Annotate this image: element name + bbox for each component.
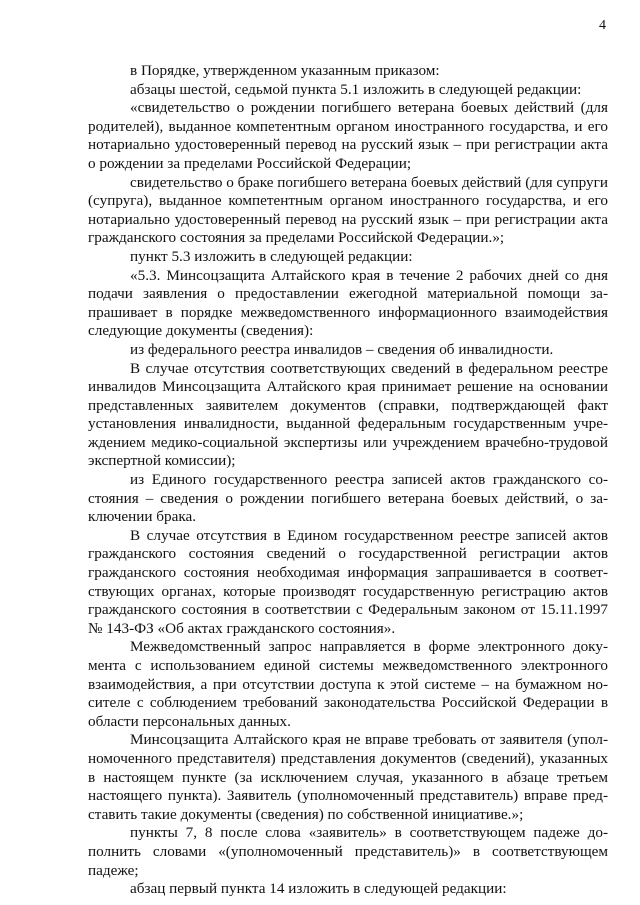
paragraph: абзац первый пункта 14 изложить в следующей редакции: [130,880,507,898]
paragraph: в Порядке, утвержденном указанным приказом: [130,62,440,79]
paragraph: пункты 7, 8 после слова «заявитель» в соответствующем падеже дополнить словами «(уполномоченный представитель)» в соответствующем падеже; [88,824,608,879]
paragraph: «5.3. Минсоцзащита Алтайского края в течение 2 рабочих дней со дня подачи заявления о предоставлении ежегодной материальной помощи запрашивает в порядке межведомственного информационного взаимодействия следующие документы (сведения): [88,266,608,340]
paragraph: Межведомственный запрос направляется в форме электронного документа с использованием единой системы межведомственного электронного взаимодействия, а при отсутствии доступа к этой системе – на бумажном носителе с соблюдением требований законодательства Российской Федерации в области персональных данных. [88,638,608,730]
document-body [88,62,608,899]
paragraph: свидетельство о браке погибшего ветерана боевых действий (для супруги (супруга), выданное компетентным органом иностранного государства, и его нотариально удостоверенный перевод на русский язык – при регистрации акта гражданского состояния за пределами Российской Федерации.»; [88,173,608,247]
paragraph: из Единого государственного реестра записей актов гражданского состояния – сведения о рождении погибшего ветерана боевых действий, о заключении брака. [88,471,608,526]
paragraph: В случае отсутствия соответствующих сведений в федеральном реестре инвалидов Минсоцзащита Алтайского края принимает решение на основании представленных заявителем документов (справки, подтверждающей факт установления инвалидности, выданной федеральным государственным учреждением медико-социальной экспертизы или учреждением врачебно-трудовой экспертной комиссии); [88,359,608,470]
paragraph: «свидетельство о рождении погибшего ветерана боевых действий (для родителей), выданное компетентным органом иностранного государства, и его нотариально удостоверенный перевод на русский язык – при регистрации акта о рождении за пределами Российской Федерации; [88,99,608,172]
page-number: 4 [599,18,606,33]
paragraph: из федерального реестра инвалидов – сведения об инвалидности. [130,340,554,358]
paragraph: абзацы шестой, седьмой пункта 5.1 изложить в следующей редакции: [130,80,582,98]
paragraph: Минсоцзащита Алтайского края не вправе требовать от заявителя (уполномоченного представителя) представления документов (сведений), указанных в настоящем пункте (за исключением случая, указанного в абзаце третьем настоящего пункта). Заявитель (уполномоченный представитель) вправе представить такие документы (сведения) по собственной инициативе.»; [88,731,608,823]
paragraph: пункт 5.3 изложить в следующей редакции: [130,247,413,265]
paragraph: В случае отсутствия в Едином государственном реестре записей актов гражданского состояния сведений о государственной регистрации актов гражданского состояния необходимая информация запрашивается в соответствующих органах, которые производят государственную регистрацию актов гражданского состояния в соответствии с Федеральным законом от 15.11.1997 № 143-ФЗ «Об актах гражданского состояния». [88,526,608,637]
